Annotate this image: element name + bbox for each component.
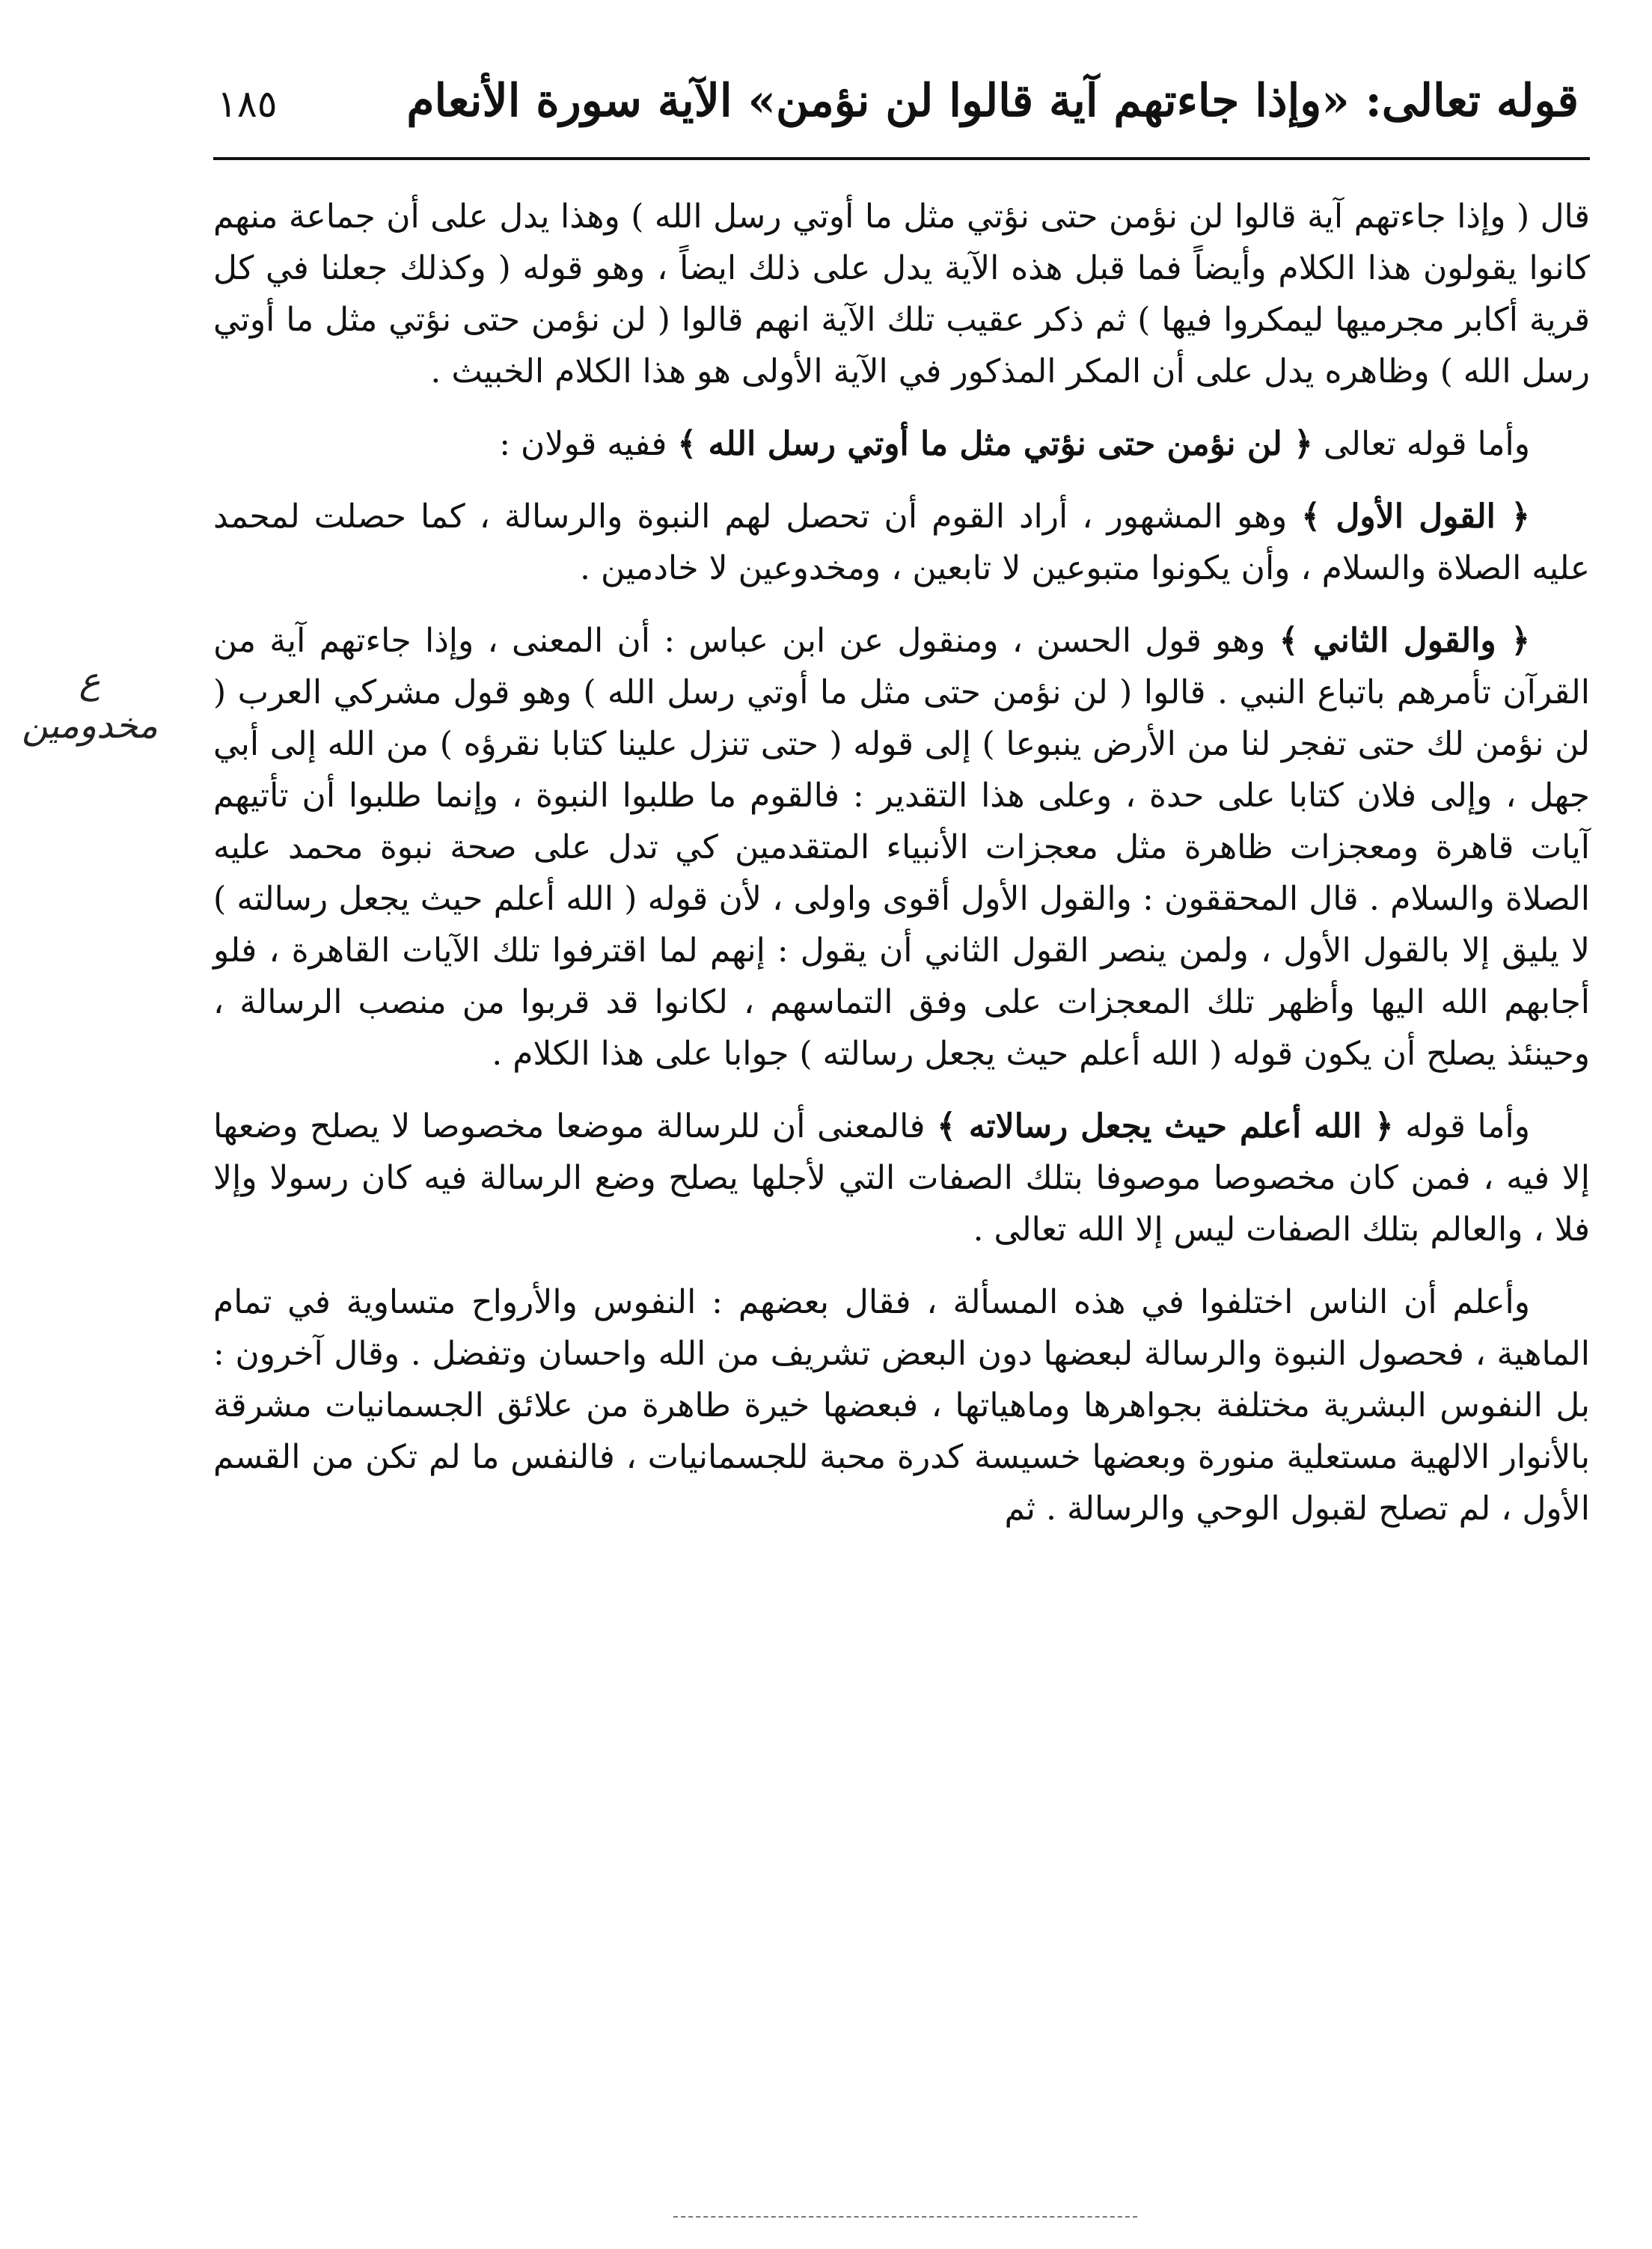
paragraph-6: وأعلم أن الناس اختلفوا في هذه المسألة ، فقال بعضهم : النفوس والأرواح متساوية في تمام الماهية ، فحصول النبوة والرسالة لبعضها دون البعض تشريف من الله واحسان وتفضل . وقال آخرون : بل النفوس البشرية مختلفة بجواهرها وماهياتها ، فبعضها خيرة طاهرة من علائق الجسمانيات مشرقة بالأنوار الالهية مستعلية منورة وبعضها خسيسة كدرة محبة للجسمانيات ، فالنفس ما لم تكن من القسم الأول ، لم تصلح لقبول الوحي والرسالة . ثم <box>213 1283 1590 1528</box>
footer-rule <box>673 2216 1137 2218</box>
paragraph-2 <box>213 418 1590 470</box>
second-opinion-heading: ﴿ والقول الثاني ﴾ <box>1279 622 1530 660</box>
paragraph-3 <box>213 491 1590 594</box>
paragraph-4-after: وهو قول الحسن ، ومنقول عن ابن عباس : أن المعنى ، وإذا جاءتهم آية من القرآن تأمرهم باتباع النبي . قالوا ( لن نؤمن حتى مثل ما أوتي رسل الله ) وهو قول مشركي العرب ( لن نؤمن لك حتى تفجر لنا من الأرض ينبوعا ) إلى قوله ( حتى تنزل علينا كتابا نقرؤه ) من الله إلى أبي جهل ، وإلى فلان كتابا على حدة ، وعلى هذا التقدير : فالقوم ما طلبوا النبوة ، وإنما طلبوا أن تأتيهم آيات قاهرة ومعجزات ظاهرة مثل معجزات الأنبياء المتقدمين كي تدل على صحة نبوة محمد عليه الصلاة والسلام . قال المحققون : والقول الأول أقوى واولى ، لأن قوله ( الله أعلم حيث يجعل رسالته ) لا يليق إلا بالقول الأول ، ولمن ينصر القول الثاني أن يقول : إنهم لما اقترفوا تلك الآيات القاهرة ، فلو أجابهم الله اليها وأظهر تلك المعجزات على وفق التماسهم ، لكانوا قد قربوا من منصب الرسالة ، وحينئذ يصلح أن يكون قوله ( الله أعلم حيث يجعل رسالته ) جوابا على هذا الكلام . <box>213 622 1590 1073</box>
header-rule <box>213 157 1590 160</box>
paragraph-2-after: ففيه قولان : <box>499 425 678 463</box>
paragraph-5 <box>213 1101 1590 1255</box>
body-text <box>213 191 1590 1555</box>
margin-note <box>15 658 165 748</box>
paragraph-2-before: وأما قوله تعالى <box>1312 425 1530 463</box>
page-number: ١٨٥ <box>217 82 278 126</box>
paragraph-4 <box>213 615 1590 1080</box>
quran-quote: ﴿ لن نؤمن حتى نؤتي مثل ما أوتي رسل الله ﴾ <box>677 425 1313 463</box>
paragraph-1: قال ( وإذا جاءتهم آية قالوا لن نؤمن حتى نؤتي مثل ما أوتي رسل الله ) وهذا يدل على أن جماعة منهم كانوا يقولون هذا الكلام وأيضاً فما قبل هذه الآية يدل على ذلك ايضاً ، وهو قوله ( وكذلك جعلنا في كل قرية أكابر مجرميها ليمكروا فيها ) ثم ذكر عقيب تلك الآية انهم قالوا ( لن نؤمن حتى نؤتي مثل ما أوتي رسل الله ) وظاهره يدل على أن المكر المذكور في الآية الأولى هو هذا الكلام الخبيث . <box>213 198 1590 391</box>
paragraph-5-after: فالمعنى أن للرسالة موضعا مخصوصا لا يصلح وضعها إلا فيه ، فمن كان مخصوصا موصوفا بتلك الصفات التي لأجلها يصلح وضع الرسالة فيه كان رسولا وإلا فلا ، والعالم بتلك الصفات ليس إلا الله تعالى . <box>213 1107 1590 1249</box>
first-opinion-heading: ﴿ القول الأول ﴾ <box>1301 498 1530 536</box>
running-title: قوله تعالى: «وإذا جاءتهم آية قالوا لن نؤمن» الآية سورة الأنعام <box>406 75 1579 127</box>
page-header <box>217 75 1579 142</box>
paragraph-5-before: وأما قوله <box>1393 1107 1530 1145</box>
paragraph-3-after: وهو المشهور ، أراد القوم أن تحصل لهم النبوة والرسالة ، كما حصلت لمحمد عليه الصلاة والسلام ، وأن يكونوا متبوعين لا تابعين ، ومخدوعين لا خادمين . <box>213 498 1590 587</box>
quran-quote: ﴿ الله أعلم حيث يجعل رسالاته ﴾ <box>937 1107 1394 1145</box>
margin-note-line-1: ع <box>79 660 101 702</box>
margin-note-line-2: مخدومين <box>22 705 158 747</box>
